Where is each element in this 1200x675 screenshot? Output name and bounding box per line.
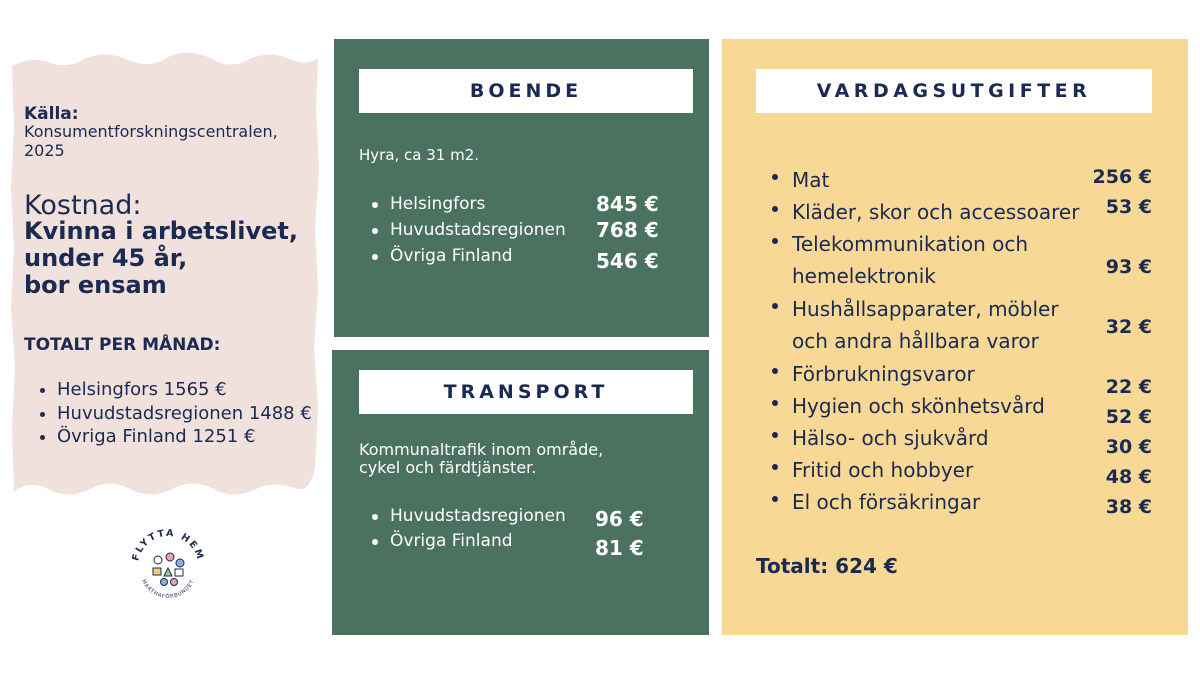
list-item: • Övriga Finland 1251 €: [57, 425, 347, 449]
bullet-icon: [372, 228, 378, 234]
transport-title: TRANSPORT: [359, 370, 693, 414]
logo-bottom-text: MARTHAFÖRBUNDET: [140, 578, 196, 601]
item-label: Hygien och skönhetsvård: [792, 394, 1045, 418]
item-value: 53 €: [1105, 196, 1152, 218]
profile-description: [24, 218, 314, 299]
item-label-line: hemelektronik: [792, 264, 936, 288]
source-value: Konsumentforskningscentralen, 2025: [24, 122, 278, 160]
item-label: Fritid och hobbyer: [792, 458, 974, 482]
bullet-icon: [372, 202, 378, 208]
profile-line: bor ensam: [24, 271, 167, 299]
note-line: cykel och färdtjänster.: [359, 458, 537, 477]
boende-title: BOENDE: [359, 69, 693, 113]
total-heading: TOTALT PER MÅNAD:: [24, 335, 221, 355]
totals-list: [24, 378, 347, 449]
flytta-hem-logo: [128, 526, 208, 606]
item-label-line: Telekommunikation och: [792, 232, 1029, 256]
list-item: • Huvudstadsregionen 1488 €: [57, 402, 347, 426]
item-value: 93 €: [1105, 256, 1152, 278]
cost-heading: Kostnad:: [24, 190, 142, 221]
item-value: 48 €: [1105, 466, 1152, 488]
bullet-icon: [372, 514, 378, 520]
item-label: Mat: [792, 168, 830, 192]
transport-panel: [332, 350, 709, 635]
item-value: 30 €: [1105, 436, 1152, 458]
vardagsutgifter-total: Totalt: 624 €: [756, 554, 898, 578]
item-label: [792, 293, 1059, 357]
boende-panel: [334, 39, 709, 337]
list-item: • Helsingfors 1565 €: [57, 378, 347, 402]
item-value: 52 €: [1105, 406, 1152, 428]
item-value: 22 €: [1105, 376, 1152, 398]
row-label: Övriga Finland: [390, 531, 513, 551]
item-value: 256 €: [1092, 166, 1152, 188]
row-value: 81 €: [595, 536, 644, 560]
item-label-line: och andra hållbara varor: [792, 329, 1039, 353]
logo-illustration-icon: [153, 553, 184, 586]
item-label: El och försäkringar: [792, 490, 981, 514]
bullet-icon: [372, 254, 378, 260]
row-value: 845 €: [596, 192, 659, 216]
row-label: Övriga Finland: [390, 246, 513, 266]
row-value: 768 €: [596, 218, 659, 242]
item-label: Kläder, skor och accessoarer: [792, 200, 1080, 224]
bullet-icon: [772, 464, 778, 470]
item-value: 38 €: [1105, 496, 1152, 518]
item-label-line: Hushållsapparater, möbler: [792, 297, 1059, 321]
bullet-icon: [772, 238, 778, 244]
bullet-icon: [772, 206, 778, 212]
note-line: Kommunaltrafik inom område,: [359, 440, 604, 459]
bullet-icon: [772, 400, 778, 406]
source-label: Källa:: [24, 104, 79, 124]
vardagsutgifter-panel: [722, 39, 1188, 635]
row-label: Huvudstadsregionen: [390, 220, 566, 240]
transport-note: [359, 441, 659, 477]
row-label: Huvudstadsregionen: [390, 506, 566, 526]
item-label: [792, 228, 1028, 292]
bullet-icon: [772, 368, 778, 374]
bullet-icon: [772, 432, 778, 438]
boende-note: Hyra, ca 31 m2.: [359, 146, 480, 164]
bullet-icon: [772, 174, 778, 180]
logo-top-text: FLYTTA HEM: [130, 527, 206, 563]
profile-line: under 45 år,: [24, 244, 188, 272]
row-value: 546 €: [596, 249, 659, 273]
bullet-icon: [372, 539, 378, 545]
item-label: Förbrukningsvaror: [792, 362, 975, 386]
profile-line: Kvinna i arbetslivet,: [24, 217, 298, 245]
row-value: 96 €: [595, 507, 644, 531]
vardagsutgifter-title: VARDAGSUTGIFTER: [756, 69, 1152, 113]
row-label: Helsingfors: [390, 194, 486, 214]
item-label: Hälso- och sjukvård: [792, 426, 989, 450]
item-value: 32 €: [1105, 316, 1152, 338]
bullet-icon: [772, 303, 778, 309]
bullet-icon: [772, 496, 778, 502]
